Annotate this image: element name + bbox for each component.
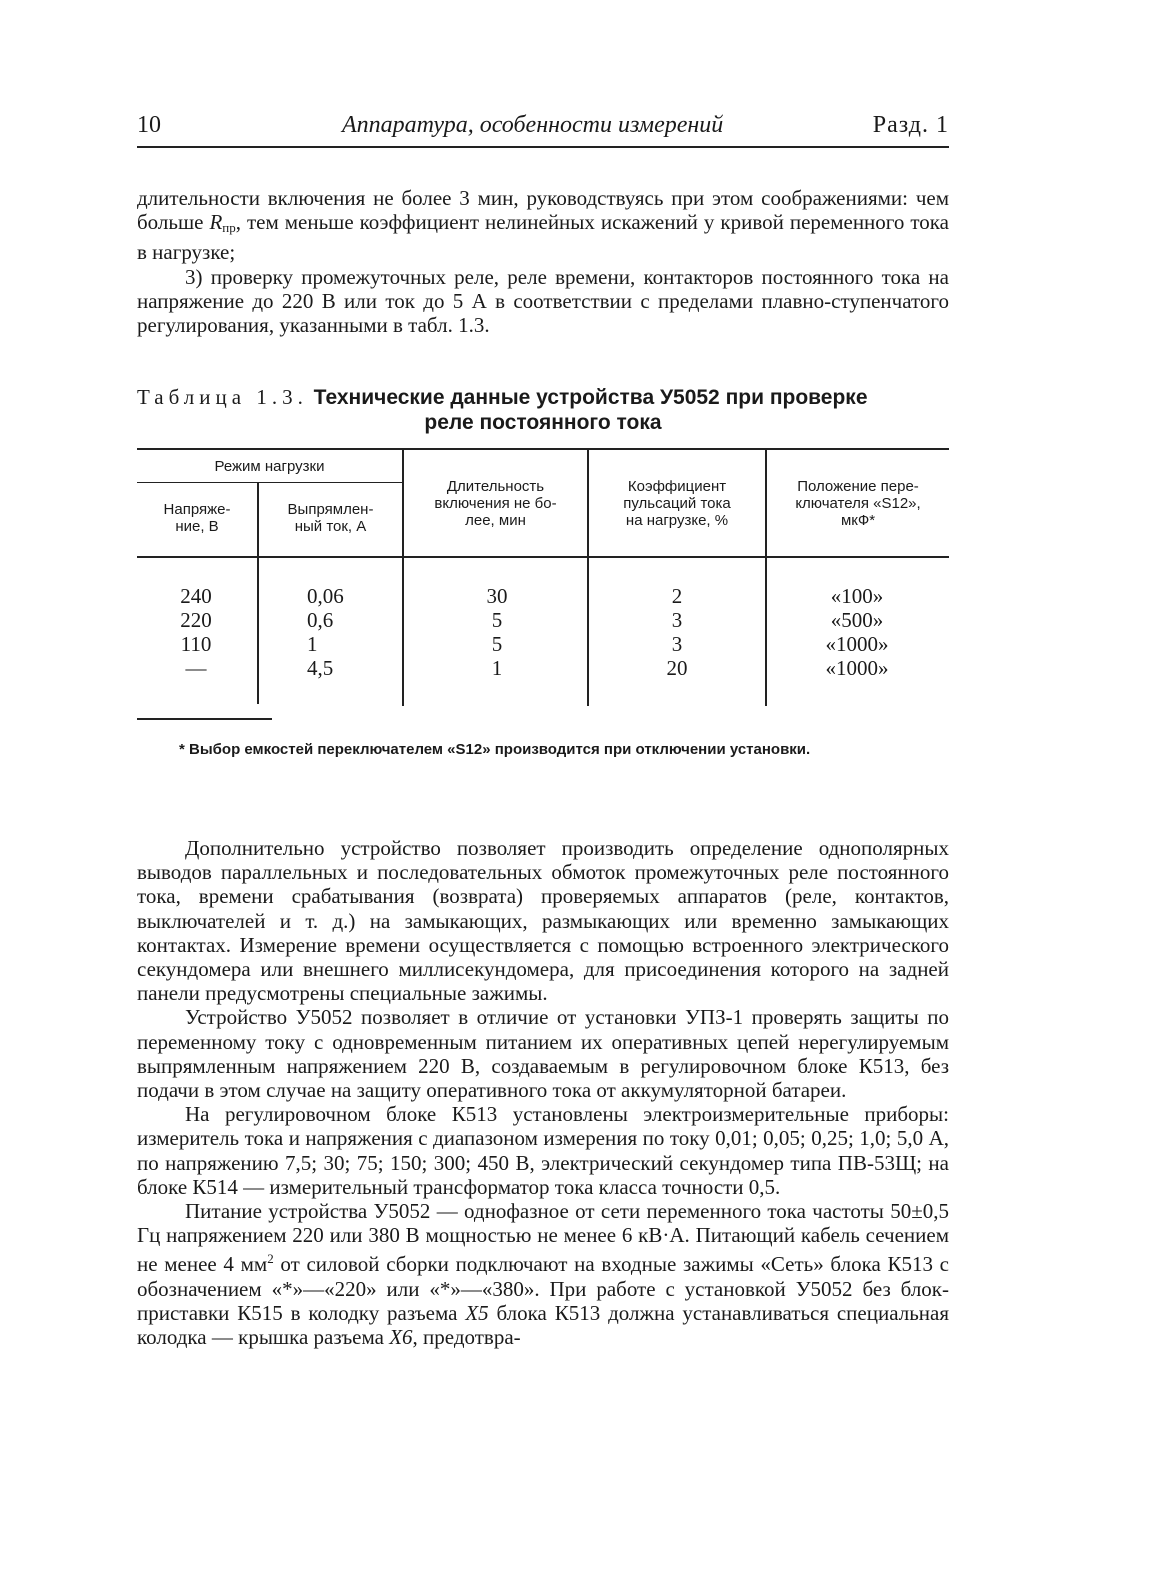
body-paragraph-2: Устройство У5052 позволяет в отличие от установки УПЗ-1 проверять защиты по переменному току с одновременным питанием их оперативных цепей нерегулируемым выпрямленным напряжением 220 В, создаваемым в регулировочном блоке К513, без подачи в этом случае на защиту оперативного тока от аккумуляторной батареи. bbox=[137, 1005, 949, 1103]
cell-voltage: — bbox=[185, 656, 207, 680]
body-paragraph-3: На регулировочном блоке К513 установлены электроизмерительные приборы: измеритель тока и напряжения с диапазоном измерения по току 0,01; 0,05; 0,25; 1,0; 5,0 А, по напряжению 7,5; 30; 75; 150; 300; 450 В, электрический секундомер типа ПВ-53Щ; на блоке К514 — измерительный трансформатор тока класса точности 0,5. bbox=[137, 1102, 949, 1199]
cell-switch: «1000» bbox=[825, 632, 889, 656]
footnote-rule bbox=[137, 718, 272, 720]
intro-line-end: , тем меньше коэффициент нелинейных искажений у кривой переменного тока в нагрузке; bbox=[137, 210, 949, 265]
body-paragraph-1: Дополнительно устройство позволяет производить определение однополярных выводов параллельных и последовательных обмоток промежуточных реле постоянного тока, времени срабатывания (возврата) проверяемых аппаратов (реле, контактов, выключателей и т. д.) на замыкающих, размыкающих или временно замыкающих контактах. Измерение времени осуществляется с помощью встроенного электрического секундомера или внешнего миллисекундомера, для присоединения которого на задней панели предусмотрены специальные зажимы. bbox=[137, 836, 949, 1006]
cell-duration: 1 bbox=[491, 656, 503, 680]
table-title-line1: Технические данные устройства У5052 при проверке bbox=[313, 386, 868, 409]
superscript: 2 bbox=[267, 1251, 274, 1267]
cell-voltage: 240 bbox=[180, 584, 212, 608]
p4-part: , предотвра- bbox=[412, 1325, 521, 1350]
group-rule bbox=[137, 482, 402, 483]
cell-current: 1 bbox=[307, 632, 318, 656]
r-subscript: пр bbox=[222, 220, 236, 236]
section-label: Разд. 1 bbox=[872, 112, 949, 138]
col-header-switch: Положение пере- ключателя «S12», мкФ* bbox=[795, 478, 921, 529]
cell-ripple: 3 bbox=[671, 632, 683, 656]
table-top-rule bbox=[137, 448, 949, 450]
page-number: 10 bbox=[137, 112, 161, 138]
p4-part: блока К513 должна устанавливаться специальная колодка — крышка разъема bbox=[137, 1300, 950, 1350]
col-header-ripple: Коэффициент пульсаций тока на нагрузке, % bbox=[623, 478, 731, 529]
p4-part: от силовой сборки подключают на входные зажимы «Сеть» блока К513 с обозначением «*»—«220» или «*»—«380». При работе с установкой У5052 без блок-приставки К515 в колодку разъема bbox=[137, 1252, 949, 1325]
body-text bbox=[137, 836, 949, 1349]
cell-current: 0,6 bbox=[307, 608, 334, 632]
cell-voltage: 220 bbox=[180, 608, 212, 632]
intro-paragraph bbox=[137, 186, 949, 265]
running-header bbox=[137, 112, 949, 148]
cell-duration: 30 bbox=[486, 584, 508, 608]
table-title-line2: реле постоянного тока bbox=[424, 411, 662, 434]
cell-ripple: 3 bbox=[671, 608, 683, 632]
table-caption bbox=[137, 385, 949, 435]
cell-switch: «1000» bbox=[825, 656, 889, 680]
col-header-current: Выпрямлен- ный ток, А bbox=[287, 501, 374, 535]
r-symbol: R bbox=[209, 210, 223, 235]
cell-current: 4,5 bbox=[307, 656, 334, 680]
running-title: Аппаратура, особенности измерений bbox=[342, 112, 724, 138]
body-paragraph-4 bbox=[137, 1199, 949, 1349]
cell-ripple: 2 bbox=[671, 584, 683, 608]
cell-switch: «500» bbox=[830, 608, 884, 632]
data-table bbox=[137, 448, 949, 708]
p4-part: Питание устройства У5052 — однофазное от сети переменного тока частоты 50±0,5 Гц напряжением 220 или 380 В мощностью не менее 6 кВ·А. Питающий кабель сечением не менее 4 мм bbox=[137, 1199, 949, 1277]
col-header-duration: Длительность включения не бо- лее, мин bbox=[434, 478, 557, 529]
cell-duration: 5 bbox=[491, 608, 503, 632]
connector-x6: X6 bbox=[389, 1325, 413, 1350]
cell-current: 0,06 bbox=[307, 584, 344, 608]
connector-x5: X5 bbox=[465, 1300, 489, 1325]
list-item-3: 3) проверку промежуточных реле, реле времени, контакторов постоянного тока на напряжение до 220 В или ток до 5 А в соответствии с пределами плавно-ступенчатого регулирования, указанными в табл. 1.3. bbox=[137, 264, 949, 338]
group-header: Режим нагрузки bbox=[214, 458, 325, 475]
cell-switch: «100» bbox=[830, 584, 884, 608]
column-divider bbox=[257, 568, 259, 704]
intro-text bbox=[137, 186, 949, 337]
cell-duration: 5 bbox=[491, 632, 503, 656]
cell-ripple: 20 bbox=[666, 656, 688, 680]
intro-line: длительности включения не более 3 мин, руководствуясь при этом соображениями: чем больше bbox=[137, 186, 949, 235]
cell-voltage: 110 bbox=[180, 632, 212, 656]
col-header-voltage: Напряже- ние, В bbox=[163, 501, 231, 535]
table-footnote: * Выбор емкостей переключателем «S12» производится при отключении установки. bbox=[179, 741, 811, 758]
table-label: Таблица 1.3. bbox=[137, 385, 308, 409]
